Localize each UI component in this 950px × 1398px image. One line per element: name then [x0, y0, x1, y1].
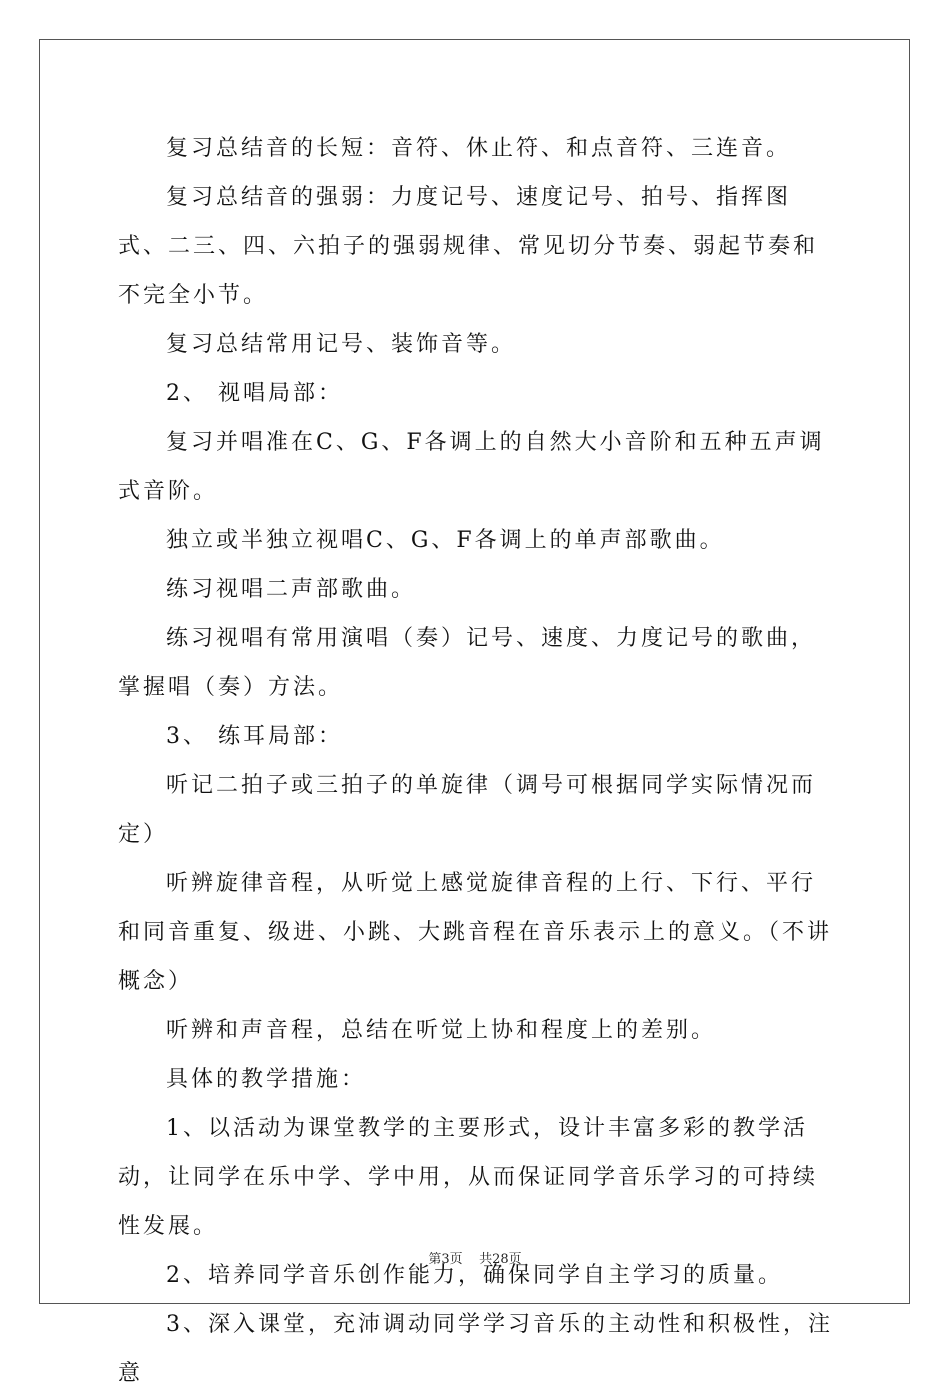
paragraph: 听记二拍子或三拍子的单旋律（调号可根据同学实际情况而定） — [118, 773, 817, 847]
paragraph: 练习视唱二声部歌曲。 — [166, 577, 417, 602]
paragraph: 听辨和声音程，总结在听觉上协和程度上的差别。 — [166, 1018, 717, 1043]
section-heading: 2、 视唱局部： — [166, 381, 343, 406]
paragraph: 2、培养同学音乐创作能力，确保同学自主学习的质量。 — [166, 1263, 783, 1288]
paragraph: 独立或半独立视唱C、G、F各调上的单声部歌曲。 — [166, 528, 725, 553]
paragraph: 3、深入课堂，充沛调动同学学习音乐的主动性和积极性，注意 — [118, 1312, 833, 1386]
page-number: 第3页 — [428, 1252, 463, 1267]
section-heading: 具体的教学措施： — [166, 1067, 367, 1092]
section-heading: 3、 练耳局部： — [166, 724, 343, 749]
document-body — [118, 124, 838, 1398]
paragraph: 复习并唱准在C、G、F各调上的自然大小音阶和五种五声调式音阶。 — [118, 430, 825, 504]
page-footer — [0, 1248, 950, 1267]
paragraph: 复习总结音的强弱：力度记号、速度记号、拍号、指挥图式、二三、四、六拍子的强弱规律、常见切分节奏、弱起节奏和不完全小节。 — [118, 185, 819, 308]
paragraph: 复习总结音的长短：音符、休止符、和点音符、三连音。 — [166, 136, 792, 161]
paragraph: 复习总结常用记号、装饰音等。 — [166, 332, 517, 357]
paragraph: 练习视唱有常用演唱（奏）记号、速度、力度记号的歌曲，掌握唱（奏）方法。 — [118, 626, 817, 700]
page-total: 共28页 — [479, 1252, 522, 1267]
paragraph: 1、以活动为课堂教学的主要形式，设计丰富多彩的教学活动，让同学在乐中学、学中用，从而保证同学音乐学习的可持续性发展。 — [118, 1116, 819, 1239]
paragraph: 听辨旋律音程，从听觉上感觉旋律音程的上行、下行、平行和同音重复、级进、小跳、大跳音程在音乐表示上的意义。（不讲概念） — [118, 871, 833, 994]
